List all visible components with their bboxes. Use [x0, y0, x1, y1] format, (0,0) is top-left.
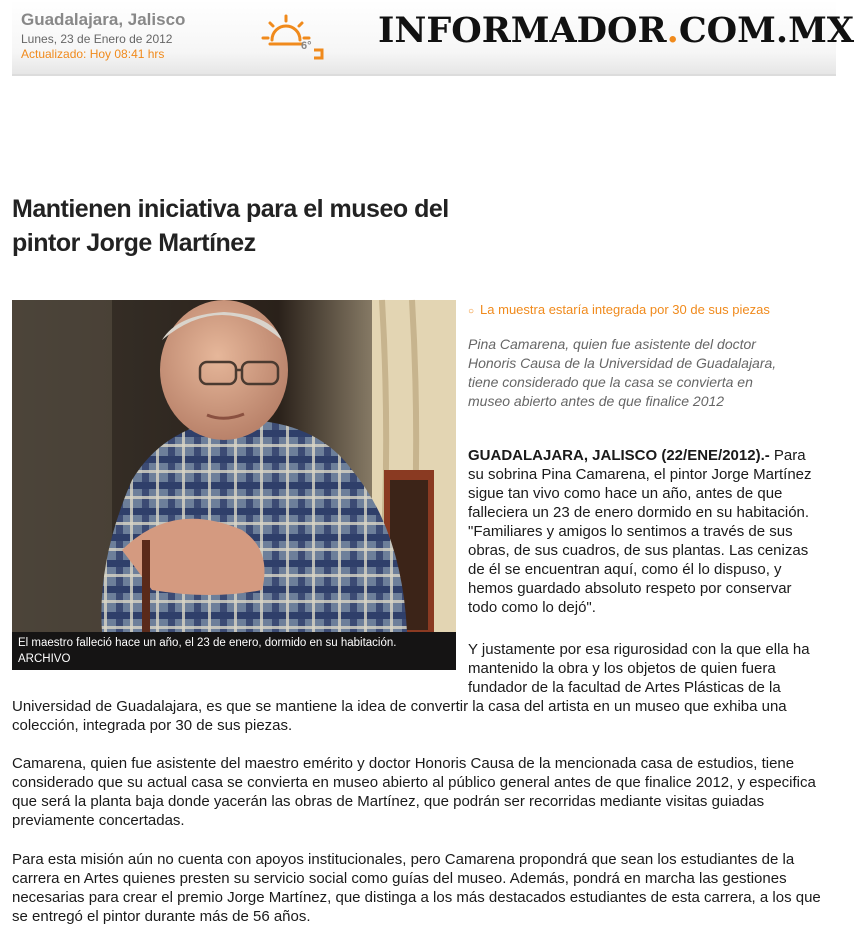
paragraph-1-text: Para su sobrina Pina Camarena, el pintor Jorge Martínez sigue tan vivo como hace un año, antes de que falleciera un 23 de enero dormido en su habitación. "Familiares y amigos lo sentimos a través de sus obras, de sus cuadros, de sus plantas. Las cenizas de él se encuentran aquí, como él lo dispuso, y hemos guardado absoluto respeto por conservar todo como lo dejó". — [468, 447, 812, 616]
paragraph-4: Para esta misión aún no cuenta con apoyos institucionales, pero Camarena propondrá que sean los estudiantes de la carrera en Artes quienes presten su servicio social como guías del museo. Además, pondrá en marcha las gestiones necesarias para crear el premio Jorge Martínez, que distinga a los más destacados estudiantes de esta carrera, a los que se entregó el pintor durante más de 56 años. — [12, 851, 821, 925]
article-headline: Mantienen iniciativa para el museo del pintor Jorge Martínez — [12, 195, 449, 257]
paragraph-1 — [468, 446, 818, 617]
dateline: GUADALAJARA, JALISCO (22/ENE/2012).- — [468, 447, 770, 464]
logo-tail: COM.MX — [678, 10, 854, 51]
temperature: 6° — [301, 40, 312, 52]
paragraph-3: Camarena, quien fue asistente del maestro emérito y doctor Honoris Causa de la mencionada casa de estudios, tiene considerado que su actual casa se convierta en museo abierto al público general antes de que finalice 2012, y especifica que será la planta baja donde yacerán las obras de Martínez, que podrán ser recorridas mediante visitas guiadas previamente concertadas. — [12, 755, 816, 829]
photo-caption — [12, 632, 456, 670]
circle-bullet-icon: ○ — [468, 306, 475, 317]
related-link-label: La muestra estaría integrada por 30 de sus piezas — [480, 302, 770, 317]
logo-main: INFORMADOR — [378, 10, 667, 51]
site-logo[interactable] — [378, 10, 854, 51]
paragraph-2-end: Universidad de Guadalajara, es que se mantiene la idea de convertir la casa del artista en un museo que exhiba una colección, integrada por 30 de sus piezas. — [12, 698, 787, 734]
sun-icon[interactable] — [262, 12, 326, 60]
caption-text: El maestro falleció hace un año, el 23 de enero, dormido en su habitación. — [18, 637, 397, 649]
article-photo — [12, 300, 456, 670]
portrait-image — [12, 300, 456, 632]
location-city: Guadalajara, Jalisco — [21, 10, 186, 29]
paragraph-2-start: Y justamente por esa rigurosidad con la que ella ha mantenido la obra y los objetos de quien fuera fundador de la facultad de Artes Plásticas de la — [468, 641, 810, 696]
updated-time: Actualizado: Hoy 08:41 hrs — [21, 47, 165, 61]
article-summary: Pina Camarena, quien fue asistente del doctor Honoris Causa de la Universidad de Guadalajara, tiene considerado que la casa se convierta en museo abierto antes de que finalice 2012 — [468, 336, 777, 409]
current-date: Lunes, 23 de Enero de 2012 — [21, 32, 173, 46]
photo-credit: ARCHIVO — [18, 653, 71, 665]
logo-dot: . — [666, 10, 679, 51]
site-header — [12, 0, 854, 76]
related-link[interactable] — [468, 302, 770, 317]
